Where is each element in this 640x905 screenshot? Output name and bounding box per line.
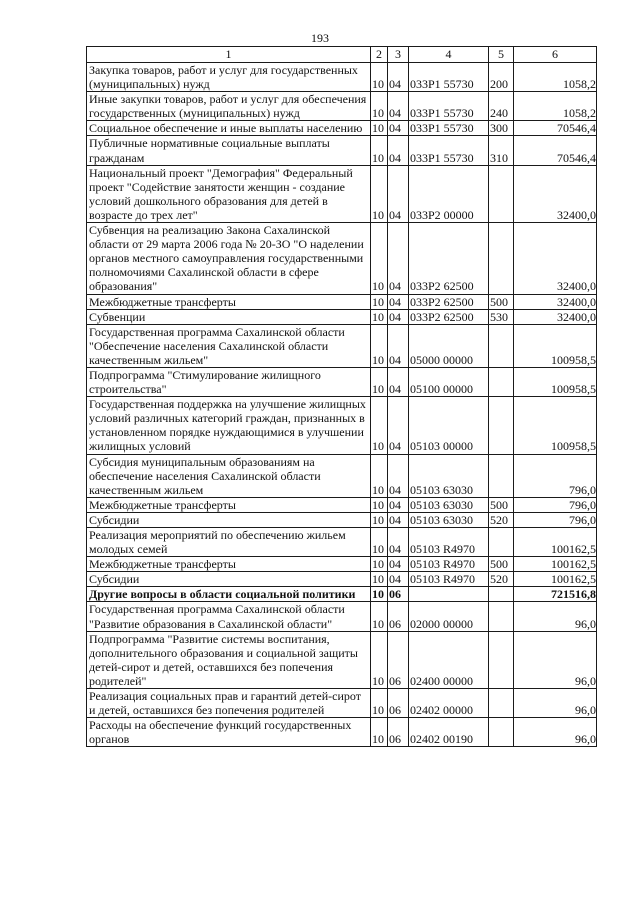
cell-name: Национальный проект "Демография" Федеральный проект "Содействие занятости женщин - создание условий дошкольного образования для детей в возрасте до трех лет" [87, 165, 371, 222]
cell-amount: 32400,0 [514, 223, 597, 294]
cell-expense-type: 500 [489, 294, 514, 309]
cell-name: Государственная поддержка на улучшение жилищных условий различных категорий граждан, признанных в установленном порядке нуждающимися в улучшении жилищных условий [87, 397, 371, 454]
header-cell-name: 1 [87, 47, 371, 63]
cell-name: Подпрограмма "Развитие системы воспитания, дополнительного образования и социальной защиты детей-сирот и детей, оставшихся без попечения родителей" [87, 631, 371, 688]
cell-section: 10 [371, 136, 388, 165]
cell-expense-type [489, 367, 514, 396]
cell-target-article: 05000 00000 [409, 324, 489, 367]
table-row [87, 324, 597, 367]
cell-expense-type: 240 [489, 92, 514, 121]
cell-section: 10 [371, 602, 388, 631]
budget-table [86, 46, 597, 747]
cell-expense-type [489, 324, 514, 367]
cell-subsection: 04 [388, 572, 409, 587]
cell-expense-type [489, 165, 514, 222]
cell-name: Субсидии [87, 512, 371, 527]
cell-amount: 100162,5 [514, 557, 597, 572]
cell-amount: 96,0 [514, 631, 597, 688]
cell-section: 10 [371, 309, 388, 324]
cell-target-article: 02402 00000 [409, 689, 489, 718]
cell-subsection: 06 [388, 689, 409, 718]
cell-subsection: 04 [388, 397, 409, 454]
table-row [87, 367, 597, 396]
cell-target-article: 05100 00000 [409, 367, 489, 396]
cell-name: Субсидия муниципальным образованиям на обеспечение населения Сахалинской области качественным жильем [87, 454, 371, 497]
table-row [87, 528, 597, 557]
cell-section: 10 [371, 92, 388, 121]
cell-section: 10 [371, 718, 388, 747]
cell-amount: 100958,5 [514, 324, 597, 367]
cell-section: 10 [371, 557, 388, 572]
cell-amount: 100958,5 [514, 367, 597, 396]
table-row [87, 557, 597, 572]
cell-subsection: 06 [388, 718, 409, 747]
cell-name: Государственная программа Сахалинской области "Обеспечение населения Сахалинской области качественным жильем" [87, 324, 371, 367]
cell-expense-type: 500 [489, 497, 514, 512]
cell-expense-type: 500 [489, 557, 514, 572]
cell-name: Иные закупки товаров, работ и услуг для обеспечения государственных (муниципальных) нужд [87, 92, 371, 121]
cell-expense-type [489, 602, 514, 631]
table-row [87, 223, 597, 294]
cell-subsection: 04 [388, 165, 409, 222]
cell-section: 10 [371, 165, 388, 222]
cell-section: 10 [371, 572, 388, 587]
table-row [87, 572, 597, 587]
cell-subsection: 04 [388, 367, 409, 396]
cell-subsection: 04 [388, 121, 409, 136]
cell-expense-type: 200 [489, 63, 514, 92]
cell-target-article: 05103 63030 [409, 512, 489, 527]
cell-amount: 721516,8 [514, 587, 597, 602]
cell-expense-type [489, 689, 514, 718]
cell-target-article: 02400 00000 [409, 631, 489, 688]
cell-target-article: 05103 R4970 [409, 557, 489, 572]
cell-subsection: 04 [388, 454, 409, 497]
table-row [87, 512, 597, 527]
cell-section: 10 [371, 223, 388, 294]
cell-section: 10 [371, 121, 388, 136]
cell-section: 10 [371, 397, 388, 454]
cell-section: 10 [371, 454, 388, 497]
cell-target-article: 05103 63030 [409, 454, 489, 497]
cell-target-article: 033Р1 55730 [409, 92, 489, 121]
cell-subsection: 04 [388, 136, 409, 165]
cell-amount: 70546,4 [514, 136, 597, 165]
header-cell-subsection: 3 [388, 47, 409, 63]
cell-name: Реализация мероприятий по обеспечению жильем молодых семей [87, 528, 371, 557]
cell-subsection: 04 [388, 63, 409, 92]
cell-target-article: 033Р2 62500 [409, 309, 489, 324]
cell-expense-type: 530 [489, 309, 514, 324]
cell-amount: 96,0 [514, 602, 597, 631]
cell-amount: 1058,2 [514, 63, 597, 92]
header-cell-section: 2 [371, 47, 388, 63]
cell-section: 10 [371, 587, 388, 602]
cell-amount: 100958,5 [514, 397, 597, 454]
cell-amount: 100162,5 [514, 528, 597, 557]
cell-section: 10 [371, 631, 388, 688]
cell-name: Межбюджетные трансферты [87, 557, 371, 572]
cell-expense-type [489, 587, 514, 602]
cell-subsection: 04 [388, 557, 409, 572]
cell-section: 10 [371, 497, 388, 512]
header-cell-target-article: 4 [409, 47, 489, 63]
table-row [87, 602, 597, 631]
cell-amount: 96,0 [514, 689, 597, 718]
table-row [87, 689, 597, 718]
cell-subsection: 06 [388, 587, 409, 602]
cell-amount: 100162,5 [514, 572, 597, 587]
cell-expense-type [489, 223, 514, 294]
header-cell-amount: 6 [514, 47, 597, 63]
cell-name: Расходы на обеспечение функций государственных органов [87, 718, 371, 747]
cell-name: Межбюджетные трансферты [87, 294, 371, 309]
cell-target-article [409, 587, 489, 602]
cell-expense-type: 310 [489, 136, 514, 165]
cell-name: Субвенции [87, 309, 371, 324]
page-number: 193 [311, 31, 329, 45]
cell-expense-type [489, 631, 514, 688]
cell-subsection: 04 [388, 309, 409, 324]
header-cell-expense-type: 5 [489, 47, 514, 63]
cell-name: Другие вопросы в области социальной политики [87, 587, 371, 602]
table-row [87, 63, 597, 92]
table-row [87, 92, 597, 121]
cell-amount: 796,0 [514, 454, 597, 497]
table-row [87, 136, 597, 165]
cell-section: 10 [371, 528, 388, 557]
cell-target-article: 033Р2 62500 [409, 294, 489, 309]
cell-target-article: 05103 R4970 [409, 528, 489, 557]
table-row [87, 718, 597, 747]
table-row [87, 294, 597, 309]
cell-name: Закупка товаров, работ и услуг для государственных (муниципальных) нужд [87, 63, 371, 92]
cell-name: Подпрограмма "Стимулирование жилищного строительства" [87, 367, 371, 396]
table-row [87, 587, 597, 602]
table-row [87, 397, 597, 454]
cell-expense-type: 520 [489, 512, 514, 527]
cell-amount: 32400,0 [514, 165, 597, 222]
cell-amount: 32400,0 [514, 309, 597, 324]
cell-subsection: 04 [388, 92, 409, 121]
cell-expense-type: 520 [489, 572, 514, 587]
cell-subsection: 04 [388, 294, 409, 309]
cell-target-article: 05103 00000 [409, 397, 489, 454]
cell-section: 10 [371, 689, 388, 718]
cell-subsection: 04 [388, 497, 409, 512]
cell-target-article: 02402 00190 [409, 718, 489, 747]
cell-name: Социальное обеспечение и иные выплаты населению [87, 121, 371, 136]
cell-amount: 70546,4 [514, 121, 597, 136]
cell-section: 10 [371, 324, 388, 367]
table-row [87, 497, 597, 512]
table-row [87, 121, 597, 136]
cell-amount: 32400,0 [514, 294, 597, 309]
cell-section: 10 [371, 63, 388, 92]
cell-expense-type [489, 454, 514, 497]
cell-expense-type [489, 718, 514, 747]
cell-name: Субвенция на реализацию Закона Сахалинской области от 29 марта 2006 года № 20-ЗО "О наделении органов местного самоуправления государственными полномочиями Сахалинской области в сфере образования" [87, 223, 371, 294]
cell-subsection: 04 [388, 512, 409, 527]
cell-target-article: 033Р2 00000 [409, 165, 489, 222]
cell-target-article: 033Р1 55730 [409, 136, 489, 165]
cell-target-article: 033Р2 62500 [409, 223, 489, 294]
table-row [87, 309, 597, 324]
cell-expense-type [489, 397, 514, 454]
cell-name: Публичные нормативные социальные выплаты гражданам [87, 136, 371, 165]
cell-section: 10 [371, 512, 388, 527]
cell-name: Государственная программа Сахалинской области "Развитие образования в Сахалинской области" [87, 602, 371, 631]
cell-amount: 796,0 [514, 497, 597, 512]
cell-name: Реализация социальных прав и гарантий детей-сирот и детей, оставшихся без попечения родителей [87, 689, 371, 718]
cell-expense-type: 300 [489, 121, 514, 136]
cell-amount: 1058,2 [514, 92, 597, 121]
table-row [87, 165, 597, 222]
cell-subsection: 04 [388, 324, 409, 367]
cell-expense-type [489, 528, 514, 557]
cell-amount: 796,0 [514, 512, 597, 527]
cell-subsection: 04 [388, 528, 409, 557]
header-row [87, 47, 597, 63]
cell-target-article: 05103 R4970 [409, 572, 489, 587]
cell-target-article: 033Р1 55730 [409, 121, 489, 136]
cell-target-article: 05103 63030 [409, 497, 489, 512]
table-body [87, 63, 597, 747]
cell-subsection: 06 [388, 631, 409, 688]
cell-name: Субсидии [87, 572, 371, 587]
cell-target-article: 033Р1 55730 [409, 63, 489, 92]
cell-subsection: 06 [388, 602, 409, 631]
table-row [87, 631, 597, 688]
cell-subsection: 04 [388, 223, 409, 294]
table-row [87, 454, 597, 497]
cell-amount: 96,0 [514, 718, 597, 747]
cell-section: 10 [371, 367, 388, 396]
cell-name: Межбюджетные трансферты [87, 497, 371, 512]
cell-section: 10 [371, 294, 388, 309]
cell-target-article: 02000 00000 [409, 602, 489, 631]
